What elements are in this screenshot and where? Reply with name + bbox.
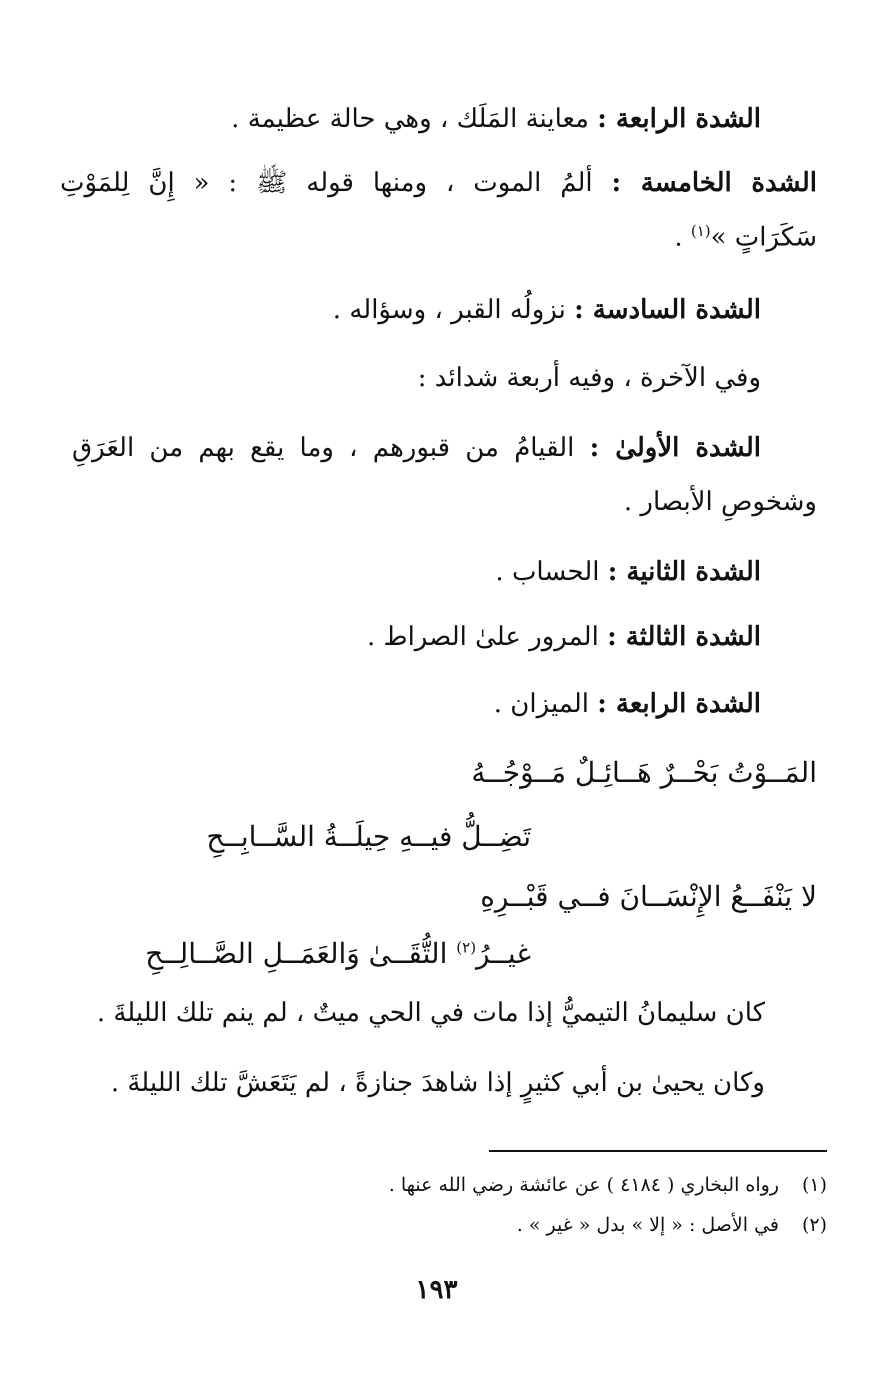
paragraph-fifth-hardship-line1	[60, 168, 817, 199]
paragraph-label: الشدة الأولىٰ :	[589, 433, 762, 463]
paragraph-sulayman-line1: كان سليمانُ التيميُّ إذا مات في الحي ميتٌ ، لم ينم تلك الليلةَ .	[96, 998, 765, 1028]
footnote-ref-2: (٢)	[456, 938, 477, 957]
paragraph-fifth-hardship-line2	[674, 222, 817, 254]
footnote-2	[517, 1214, 827, 1237]
paragraph-text: وشخوصِ الأبصار .	[623, 487, 817, 517]
paragraph-label: الشدة الثانية :	[607, 557, 761, 587]
footnote-text: رواه البخاري ( ٤١٨٤ ) عن عائشة رضي الله عنها .	[388, 1174, 779, 1196]
page-number: ١٩٣	[415, 1275, 458, 1305]
poem-line-3: لا يَنْفَــعُ الإِنْسَــانَ فــي قَبْــرِهِ	[480, 880, 817, 913]
paragraph-text: الحساب .	[495, 557, 600, 587]
footnote-number: (٢)	[801, 1214, 827, 1236]
paragraph-text: المرور علىٰ الصراط .	[367, 622, 599, 652]
paragraph-first-hardship-line2	[624, 487, 817, 518]
paragraph-text: القيامُ من قبورهم ، وما يقع بهم من العَرَقِ	[72, 433, 575, 463]
footnote-ref-1: (١)	[690, 222, 711, 240]
poem-line-2: تَضِــلُّ فيــهِ حِيلَــةُ السَّــابِــحِ	[206, 820, 531, 853]
paragraph-third-hardship	[367, 622, 761, 653]
paragraph-sixth-hardship	[333, 295, 761, 326]
poem-text: التُّقَــىٰ وَالعَمَــلِ الصَّــالِــحِ	[145, 937, 457, 970]
footnote-1	[389, 1174, 827, 1197]
footnote-text: في الأصل : « إلا » بدل « غير » .	[516, 1214, 779, 1236]
poem-text: غيــرُ	[476, 937, 531, 970]
paragraph-label: الشدة الثالثة :	[607, 622, 761, 652]
paragraph-second-hardship	[495, 557, 761, 588]
footnote-divider	[489, 1150, 827, 1152]
paragraph-text: وفي الآخرة ، وفيه أربعة شدائد :	[417, 363, 761, 393]
paragraph-label: الشدة الخامسة :	[611, 168, 817, 198]
paragraph-text: سَكَرَاتٍ »	[710, 222, 817, 253]
paragraph-text: الميزان .	[493, 689, 589, 719]
paragraph-label: الشدة السادسة :	[574, 295, 761, 325]
footnote-number: (١)	[801, 1174, 827, 1196]
paragraph-fourth-hardship-death	[231, 104, 761, 135]
paragraph-fourth-hardship-scale	[494, 689, 761, 720]
paragraph-label: الشدة الرابعة :	[597, 104, 761, 134]
paragraph-text: نزولُه القبر ، وسؤاله .	[332, 295, 566, 325]
paragraph-hereafter-intro	[418, 363, 761, 394]
paragraph-text: معاينة المَلَك ، وهي حالة عظيمة .	[231, 104, 589, 134]
paragraph-yahya-line1: وكان يحيىٰ بن أبي كثيرٍ إذا شاهدَ جنازةً ، لم يَتَعَشَّ تلك الليلةَ .	[110, 1068, 765, 1098]
paragraph-first-hardship-line1	[72, 433, 761, 464]
paragraph-text: ألمُ الموت ، ومنها قوله ﷺ : « إِنَّ لِلمَوْتِ	[60, 168, 593, 198]
poem-line-4	[145, 937, 531, 971]
paragraph-label: الشدة الرابعة :	[597, 689, 761, 719]
poem-line-1: المَــوْتُ بَحْــرٌ هَــائِـلٌ مَــوْجُــهُ	[471, 756, 817, 789]
paragraph-text: .	[674, 222, 683, 253]
